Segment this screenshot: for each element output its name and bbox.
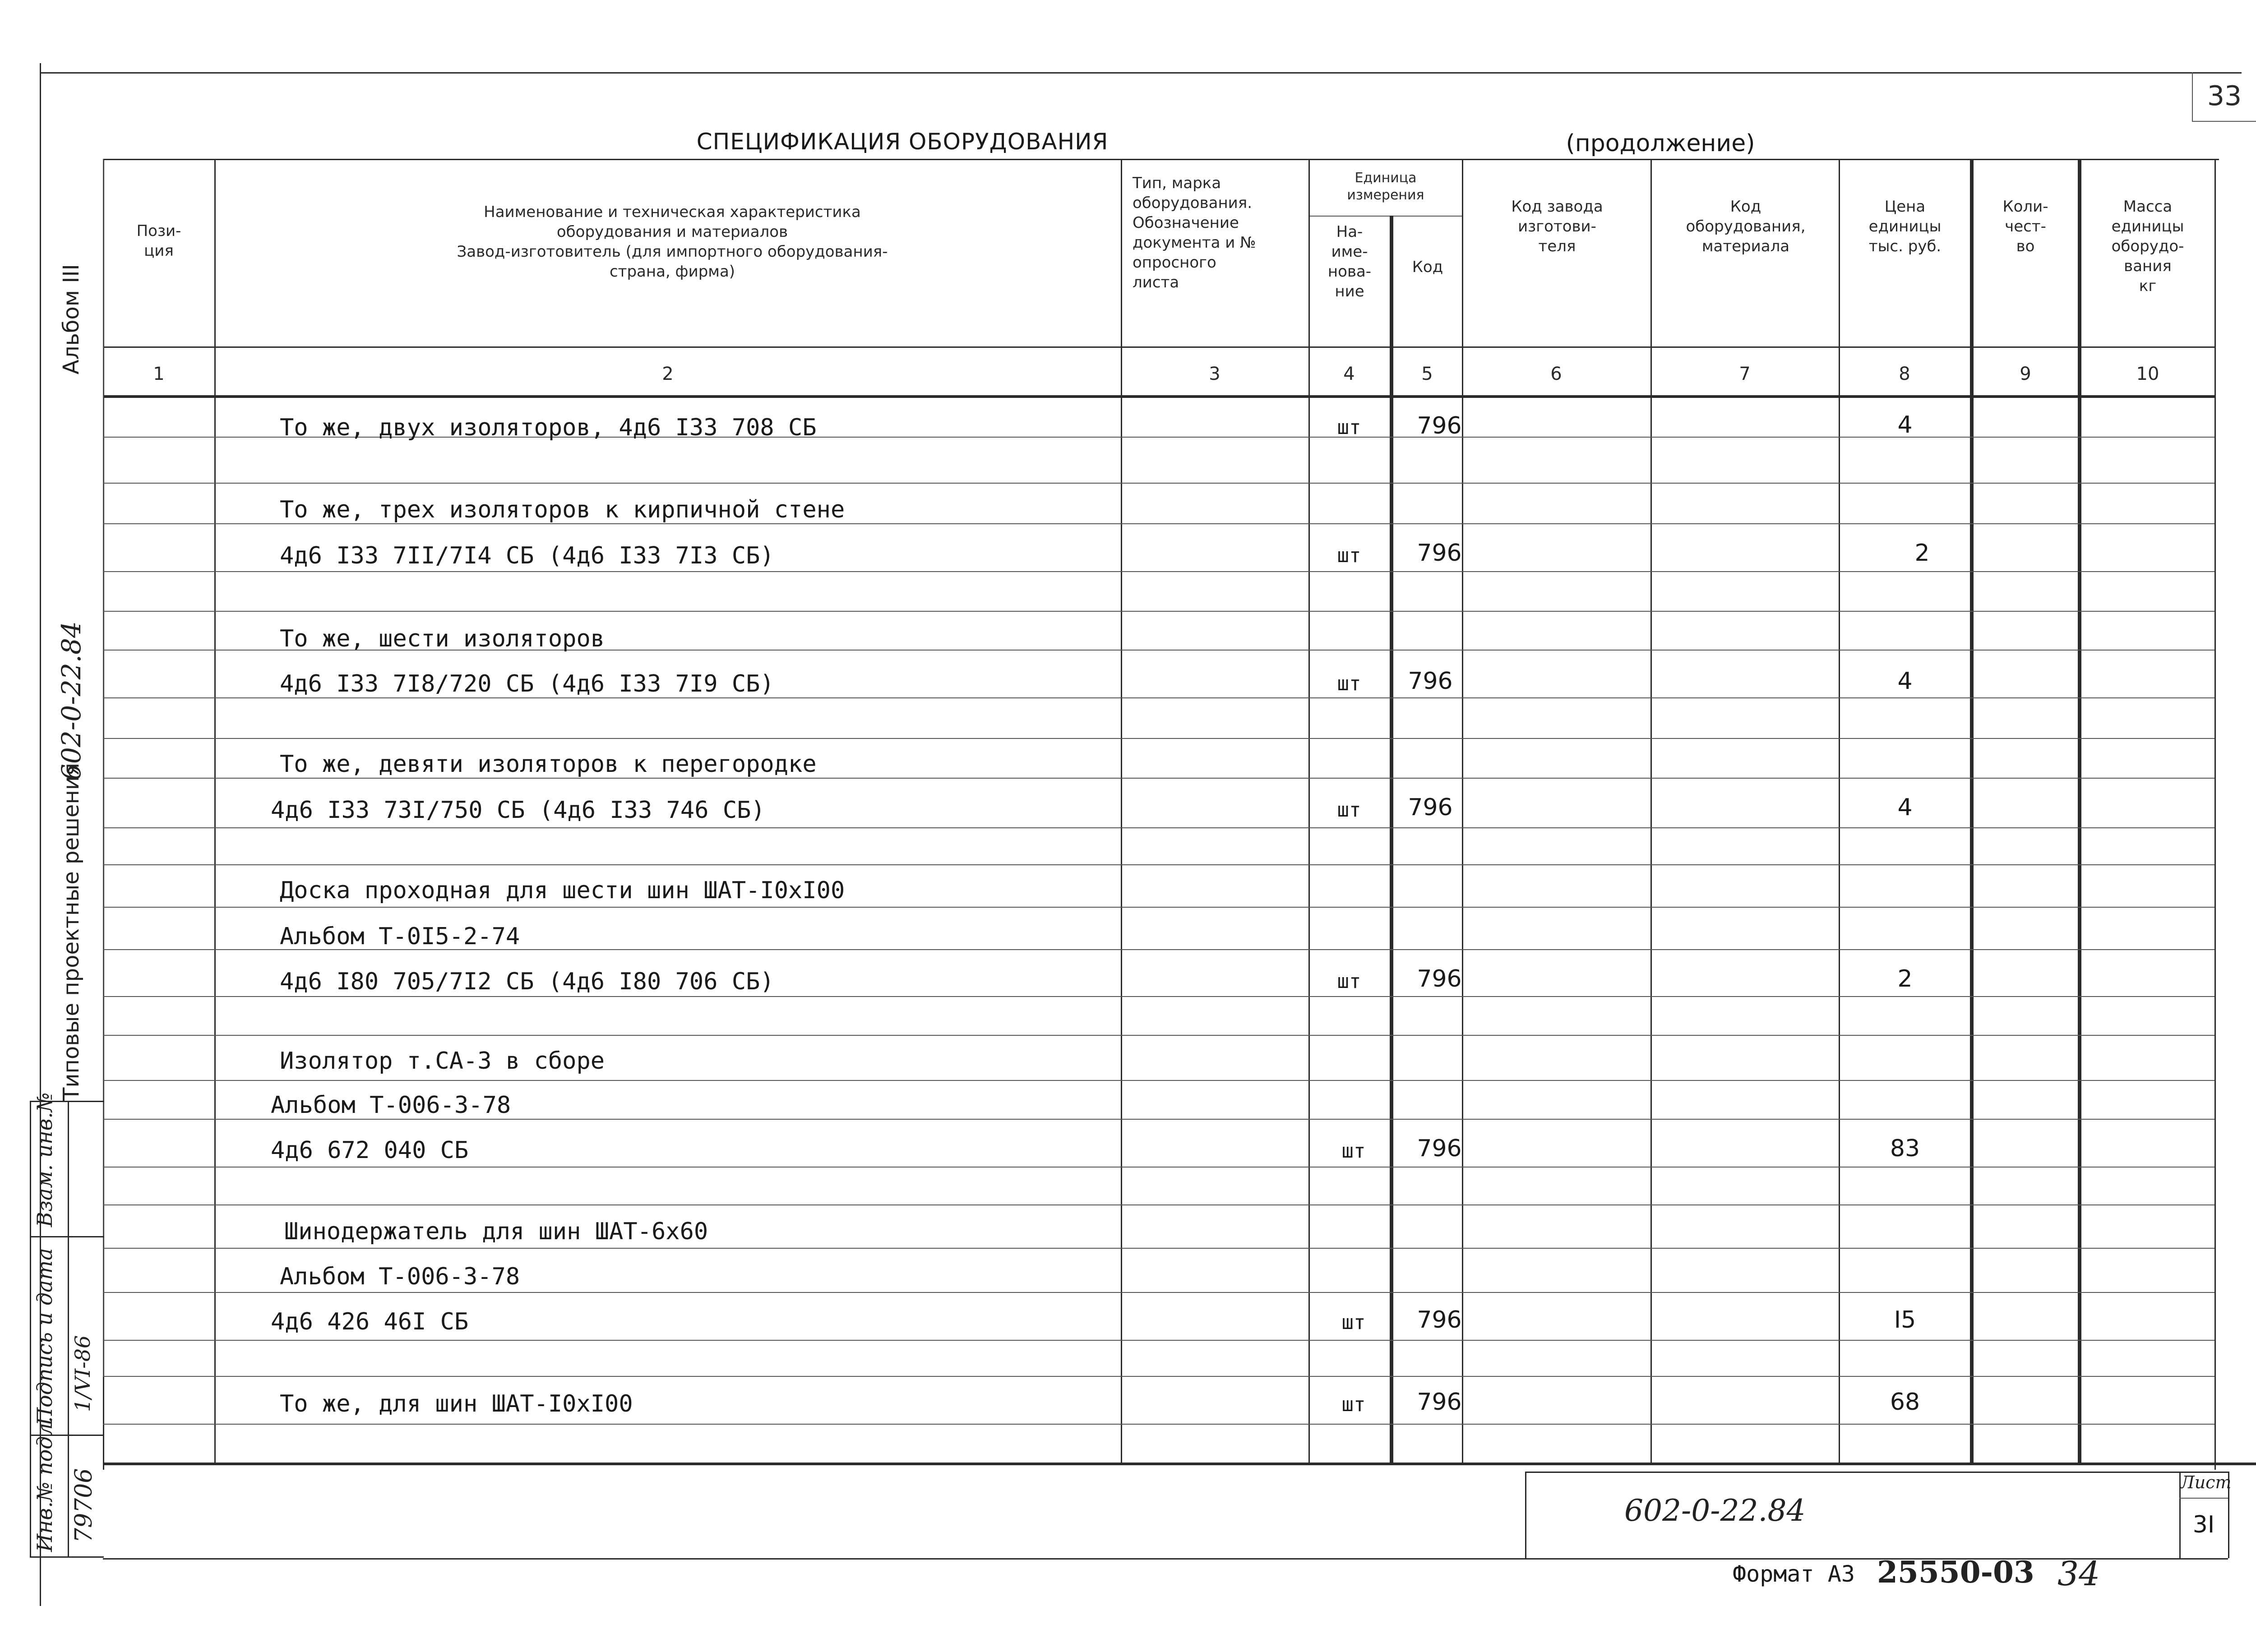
row-unit-code: 796 [1417,540,1462,567]
row-separator [103,483,2214,484]
header-unit-mass: Масса единицы оборудо- вания кг [2111,198,2184,295]
row-name: Альбом Т-0I5-2-74 [280,923,520,950]
header-unit-price: Цена единицы тыс. руб. [1868,198,1942,255]
table-bottom-border [103,1463,2256,1465]
row-price: 68 [1890,1389,1920,1416]
row-separator [103,1204,2214,1205]
table-title: СПЕЦИФИКАЦИЯ ОБОРУДОВАНИЯ [696,129,1109,155]
col-number-5: 5 [1421,364,1433,384]
row-unit: шт [1337,798,1361,821]
col-line-1 [214,159,216,1463]
table-title-continuation: (продолжение) [1566,130,1755,157]
row-unit: шт [1341,1311,1366,1334]
row-name: Изолятор т.СА-3 в сборе [280,1047,605,1075]
header-bottom-line [103,346,2214,348]
row-separator [103,907,2214,908]
col-number-7: 7 [1739,364,1751,384]
col-number-8: 8 [1899,364,1910,384]
row-name: Шинодержатель для шин ШАТ-6х60 [284,1218,708,1245]
row-name: 4д6 I33 73I/750 СБ (4д6 I33 746 СБ) [271,797,765,824]
row-separator [103,1080,2214,1081]
row-unit: шт [1341,1140,1366,1163]
table-right-border [2214,159,2216,1470]
row-name: 4д6 426 46I СБ [271,1308,469,1335]
sign-label: Подпись и дата [32,1248,57,1426]
sign-value: 1/VI-86 [70,1335,95,1412]
stamp-sheet-divider [2179,1498,2228,1499]
row-separator [103,1248,2214,1249]
row-unit-code: 796 [1408,794,1453,821]
row-unit-code: 796 [1417,1306,1462,1334]
row-separator [103,864,2214,865]
row-price: 4 [1897,794,1913,821]
page-number-top: 33 [2207,80,2242,112]
header-maker-code: Код завода изготови- теля [1511,198,1603,255]
row-name: То же, для шин ШАТ-I0хI00 [280,1390,633,1417]
vzam-label: Взам. инв.№ [32,1092,57,1227]
col-number-6: 6 [1550,364,1562,384]
row-name: 4д6 672 040 СБ [271,1137,469,1164]
stamp-top-line [1525,1472,2229,1473]
row-separator [103,1292,2214,1293]
header-equipment-code: Код оборудования, материала [1686,198,1806,255]
footer-format: Формат А3 [1733,1561,1855,1587]
row-unit-code: 796 [1408,668,1453,695]
row-separator [103,1035,2214,1036]
row-name: То же, двух изоляторов, 4д6 I33 708 СБ [280,414,817,441]
approval-line-1 [30,1236,104,1237]
col-number-4: 4 [1343,364,1355,384]
row-price: 4 [1897,668,1913,695]
row-name: Альбом Т-006-3-78 [280,1263,520,1290]
row-separator [103,611,2214,612]
col-number-3: 3 [1209,364,1220,384]
col-number-2: 2 [662,364,674,384]
inv-label: Инв.№ подл. [32,1416,57,1552]
row-unit-code: 796 [1417,1389,1462,1416]
header-unit-code: Код [1412,258,1443,276]
row-unit: шт [1341,1393,1366,1416]
stamp-sheet-label: Лист [2180,1472,2232,1492]
header-type: Тип, марка оборудования. Обозначение документа и № опросного листа [1133,174,1256,291]
series-code: 602-0-22.84 [56,621,87,780]
row-unit: шт [1337,672,1361,695]
row-price: 4 [1897,411,1913,438]
row-price: 2 [1914,540,1930,567]
col-line-9 [2078,159,2081,1463]
header-position: Пози- ция [136,222,181,260]
row-unit: шт [1337,544,1361,567]
row-name: 4д6 I33 7I8/720 СБ (4д6 I33 7I9 СБ) [280,670,774,697]
footer-order: 25550-03 [1877,1555,2034,1590]
row-unit-code: 796 [1417,1135,1462,1162]
row-name: 4д6 I80 705/7I2 СБ (4д6 I80 706 СБ) [280,968,774,995]
approval-mid-line [68,1101,69,1556]
inv-value: 79706 [70,1468,97,1543]
col-line-6 [1650,159,1652,1463]
row-price: 83 [1890,1135,1920,1162]
approval-bottom-line [30,1556,104,1558]
series-label: Типовые проектные решения [59,763,84,1101]
unit-group-line [1308,216,1462,217]
row-name: То же, девяти изоляторов к перегородке [280,751,817,778]
row-separator [103,523,2214,524]
col-number-10: 10 [2136,364,2159,384]
stamp-doc-code: 602-0-22.84 [1624,1493,1806,1528]
row-separator [103,996,2214,997]
margin-line [103,159,104,1377]
row-separator [103,697,2214,698]
album-label: Альбом III [59,264,84,374]
col-line-4 [1390,216,1393,1463]
row-separator [103,1119,2214,1120]
row-unit-code: 796 [1417,965,1462,992]
header-unit-group: Единица измерения [1347,170,1424,203]
stamp-sheet-number: 3I [2192,1511,2215,1538]
row-separator [103,827,2214,828]
stamp-left-line [1525,1472,1526,1558]
row-name: Альбом Т-006-3-78 [271,1092,511,1119]
row-separator [103,1376,2214,1377]
row-price: I5 [1894,1306,1916,1334]
row-unit-code: 796 [1417,412,1462,439]
row-separator [103,778,2214,779]
col-number-1: 1 [153,364,165,384]
row-price: 2 [1897,965,1913,992]
colnum-bottom-line [103,395,2214,398]
col-line-2 [1121,159,1122,1463]
header-unit-name: На- име- нова- ние [1327,223,1372,300]
row-separator [103,1340,2214,1341]
row-separator [103,1424,2214,1425]
header-quantity: Коли- чест- во [2002,198,2048,255]
row-separator [103,738,2214,739]
row-name: Доска проходная для шести шин ШАТ-I0хI00 [280,877,845,904]
row-unit: шт [1337,970,1361,993]
row-name: То же, трех изоляторов к кирпичной стене [280,496,845,523]
row-name: 4д6 I33 7II/7I4 СБ (4д6 I33 7I3 СБ) [280,542,774,569]
col-number-9: 9 [2020,364,2031,384]
approval-left-line [30,1101,31,1556]
footer-page: 34 [2057,1555,2100,1593]
row-separator [103,571,2214,572]
row-unit: шт [1337,416,1361,439]
row-name: То же, шести изоляторов [280,625,605,652]
header-name: Наименование и техническая характеристика оборудования и материалов Завод-изготовитель (для импортного оборудования- страна, фирма) [457,203,888,281]
